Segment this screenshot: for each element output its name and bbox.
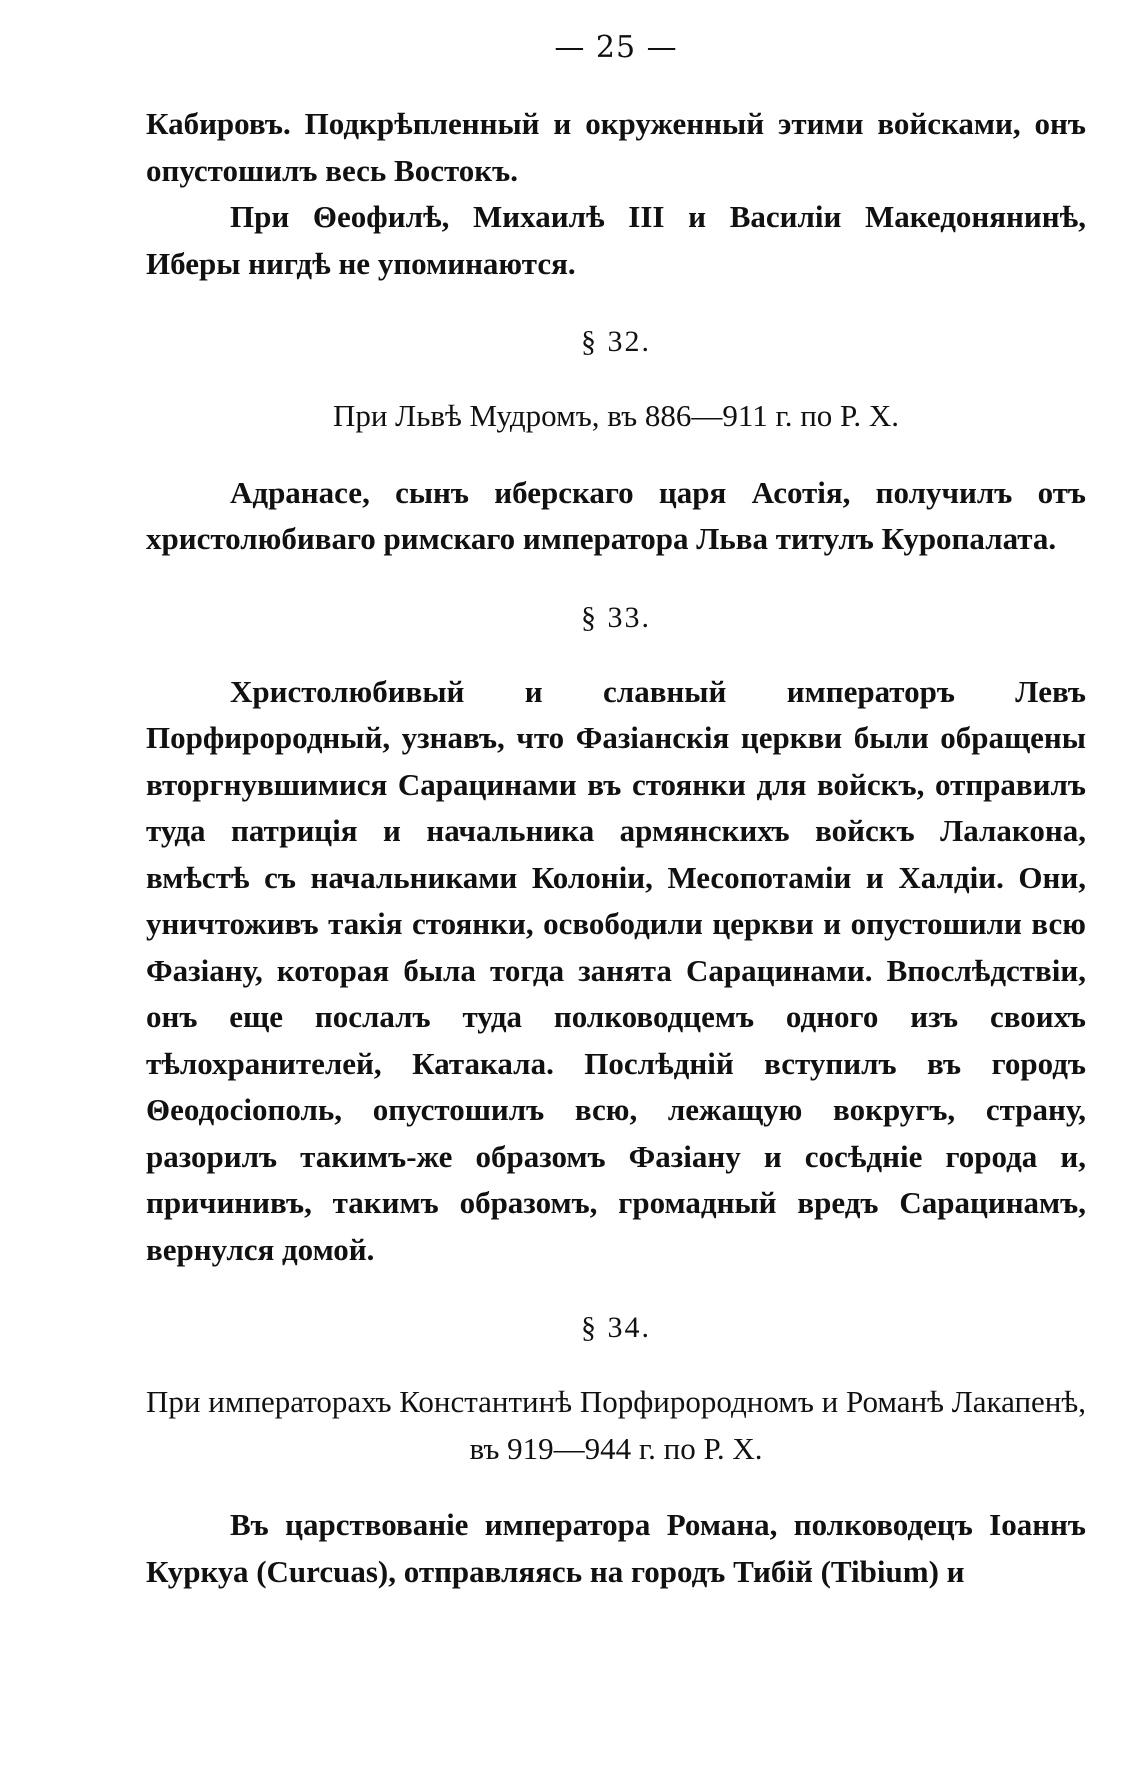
paragraph-5: Въ царствованіе императора Романа, полководецъ Іоаннъ Куркуа (Curcuas), отправляясь на городъ Тибій (Tibium) и: [146, 1507, 1086, 1589]
section-33-marker: § 33.: [581, 600, 651, 634]
paragraph-2: При Θеофилѣ, Михаилѣ III и Василіи Македонянинѣ, Иберы нигдѣ не упоминаются.: [146, 199, 1086, 281]
section-32-heading: При Львѣ Мудромъ, въ 886—911 г. по Р. Х.: [332, 398, 900, 433]
page-body: [146, 30, 1086, 1595]
paragraph-4: Христолюбивый и славный императоръ Левъ Порфирородный, узнавъ, что Фазіанскія церкви были обращены вторгнувшимися Сарацинами въ стоянки для войскъ, отправилъ туда патриція и начальника армянскихъ войскъ Лалакона, вмѣстѣ съ начальниками Колоніи, Месопотаміи и Халдіи. Они, уничтоживъ такія стоянки, освободили церкви и опустошили всю Фазіану, которая была тогда занята Сарацинами. Впослѣдствіи, онъ еще послалъ туда полководцемъ одного изъ своихъ тѣлохранителей, Катакала. Послѣдній вступилъ въ городъ Θеодосіополь, опустошилъ всю, лежащую вокругъ, страну, разорилъ такимъ-же образомъ Фазіану и сосѣдніе города и, причинивъ, такимъ образомъ, громадный вредъ Сарацинамъ, вернулся домой.: [146, 673, 1086, 1267]
paragraph-1: Кабировъ. Подкрѣпленный и окруженный этими войсками, онъ опустошилъ весь Востокъ.: [146, 106, 1086, 188]
page-number: — 25 —: [554, 30, 678, 65]
section-32-marker: § 32.: [581, 325, 651, 358]
paragraph-3: Адранасе, сынъ иберскаго царя Асотія, получилъ отъ христолюбиваго римскаго императора Льва титулъ Куропалата.: [146, 474, 1086, 556]
section-34-heading: При императорахъ Константинѣ Порфирородномъ и Романѣ Лакапенѣ, въ 919—944 г. по Р. Х.: [146, 1384, 1086, 1466]
section-34-marker: § 34.: [581, 1311, 651, 1344]
